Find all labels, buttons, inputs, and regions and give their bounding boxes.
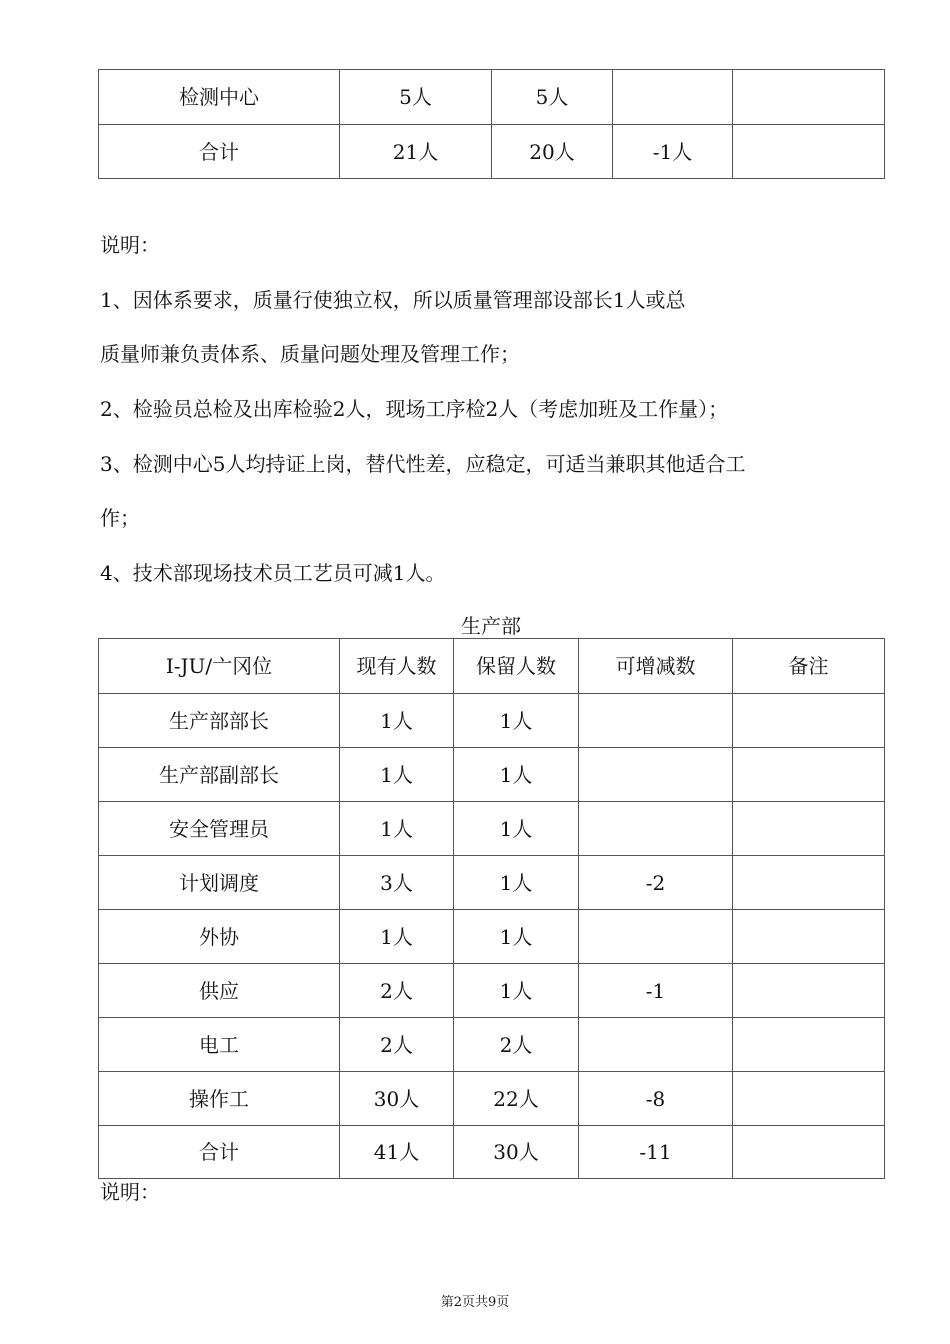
table-row xyxy=(99,1018,885,1072)
notes-heading: 说明： xyxy=(100,233,160,257)
table-cell xyxy=(733,1018,885,1072)
table-cell: 1人 xyxy=(454,694,579,748)
note-line: 2、检验员总检及出库检验2人，现场工序检2人（考虑加班及工作量）； xyxy=(100,397,729,421)
table-row xyxy=(99,125,885,179)
table-cell: 合计 xyxy=(99,125,340,179)
table-cell: 电工 xyxy=(99,1018,340,1072)
table-cell: 1人 xyxy=(340,694,454,748)
table-cell: 操作工 xyxy=(99,1072,340,1126)
table-cell: 检测中心 xyxy=(99,70,340,125)
table-row xyxy=(99,1072,885,1126)
note-line: 质量师兼负责体系、质量问题处理及管理工作； xyxy=(100,342,520,366)
table-cell: 5人 xyxy=(340,70,492,125)
note-line: 1、因体系要求，质量行使独立权，所以质量管理部设部长1人或总 xyxy=(100,288,686,312)
table-cell xyxy=(579,694,733,748)
table-cell: 1人 xyxy=(454,802,579,856)
table-cell: 计划调度 xyxy=(99,856,340,910)
table-cell xyxy=(733,1072,885,1126)
table-cell: 1人 xyxy=(454,748,579,802)
note-line: 3、检测中心5人均持证上岗，替代性差，应稳定，可适当兼职其他适合工 xyxy=(100,452,746,476)
table-cell: 1人 xyxy=(340,802,454,856)
table-cell: 20人 xyxy=(492,125,613,179)
table-cell: -2 xyxy=(579,856,733,910)
table-cell: -8 xyxy=(579,1072,733,1126)
note-line: 作； xyxy=(100,506,140,530)
table-cell: 生产部副部长 xyxy=(99,748,340,802)
table-cell: 5人 xyxy=(492,70,613,125)
table-cell xyxy=(613,70,733,125)
table-cell xyxy=(733,694,885,748)
table-cell xyxy=(733,802,885,856)
table-caption: 生产部 xyxy=(461,614,521,638)
table-row xyxy=(99,1126,885,1179)
table-header-row xyxy=(99,639,885,694)
table-cell: 安全管理员 xyxy=(99,802,340,856)
table-cell: 外协 xyxy=(99,910,340,964)
column-header-retained: 保留人数 xyxy=(454,639,579,694)
page-footer: 第2页共9页 xyxy=(440,1295,510,1310)
table-row xyxy=(99,694,885,748)
table-cell: 合计 xyxy=(99,1126,340,1179)
column-header-position: I-JU/亠冈位 xyxy=(99,639,340,694)
table-cell xyxy=(733,1126,885,1179)
table-cell xyxy=(733,856,885,910)
table-row xyxy=(99,748,885,802)
column-header-remarks: 备注 xyxy=(733,639,885,694)
table-cell: 3人 xyxy=(340,856,454,910)
staffing-table-continued xyxy=(98,69,885,179)
table-cell: 41人 xyxy=(340,1126,454,1179)
table-cell: -1人 xyxy=(613,125,733,179)
table-cell xyxy=(733,70,885,125)
table-cell: 1人 xyxy=(340,910,454,964)
table-cell: 30人 xyxy=(340,1072,454,1126)
table-cell: 供应 xyxy=(99,964,340,1018)
table-cell: 2人 xyxy=(340,1018,454,1072)
table-cell: 1人 xyxy=(454,910,579,964)
table-cell: 1人 xyxy=(340,748,454,802)
table-row xyxy=(99,856,885,910)
table-cell xyxy=(733,748,885,802)
table-cell xyxy=(733,125,885,179)
table-cell xyxy=(579,1018,733,1072)
table-cell: 1人 xyxy=(454,856,579,910)
table-cell: 21人 xyxy=(340,125,492,179)
table-cell: 30人 xyxy=(454,1126,579,1179)
table-cell: -11 xyxy=(579,1126,733,1179)
table-cell: -1 xyxy=(579,964,733,1018)
column-header-change: 可增减数 xyxy=(579,639,733,694)
table-cell: 1人 xyxy=(454,964,579,1018)
table-cell xyxy=(733,910,885,964)
table-cell: 22人 xyxy=(454,1072,579,1126)
table-row xyxy=(99,802,885,856)
table-row xyxy=(99,964,885,1018)
table-cell: 2人 xyxy=(340,964,454,1018)
table-cell xyxy=(579,802,733,856)
notes-heading: 说明： xyxy=(100,1180,160,1204)
table-row xyxy=(99,70,885,125)
column-header-current: 现有人数 xyxy=(340,639,454,694)
table-cell: 2人 xyxy=(454,1018,579,1072)
table-cell xyxy=(733,964,885,1018)
note-line: 4、技术部现场技术员工艺员可减1人。 xyxy=(100,561,446,585)
production-dept-table xyxy=(98,638,885,1179)
table-cell xyxy=(579,910,733,964)
table-cell xyxy=(579,748,733,802)
table-row xyxy=(99,910,885,964)
table-cell: 生产部部长 xyxy=(99,694,340,748)
